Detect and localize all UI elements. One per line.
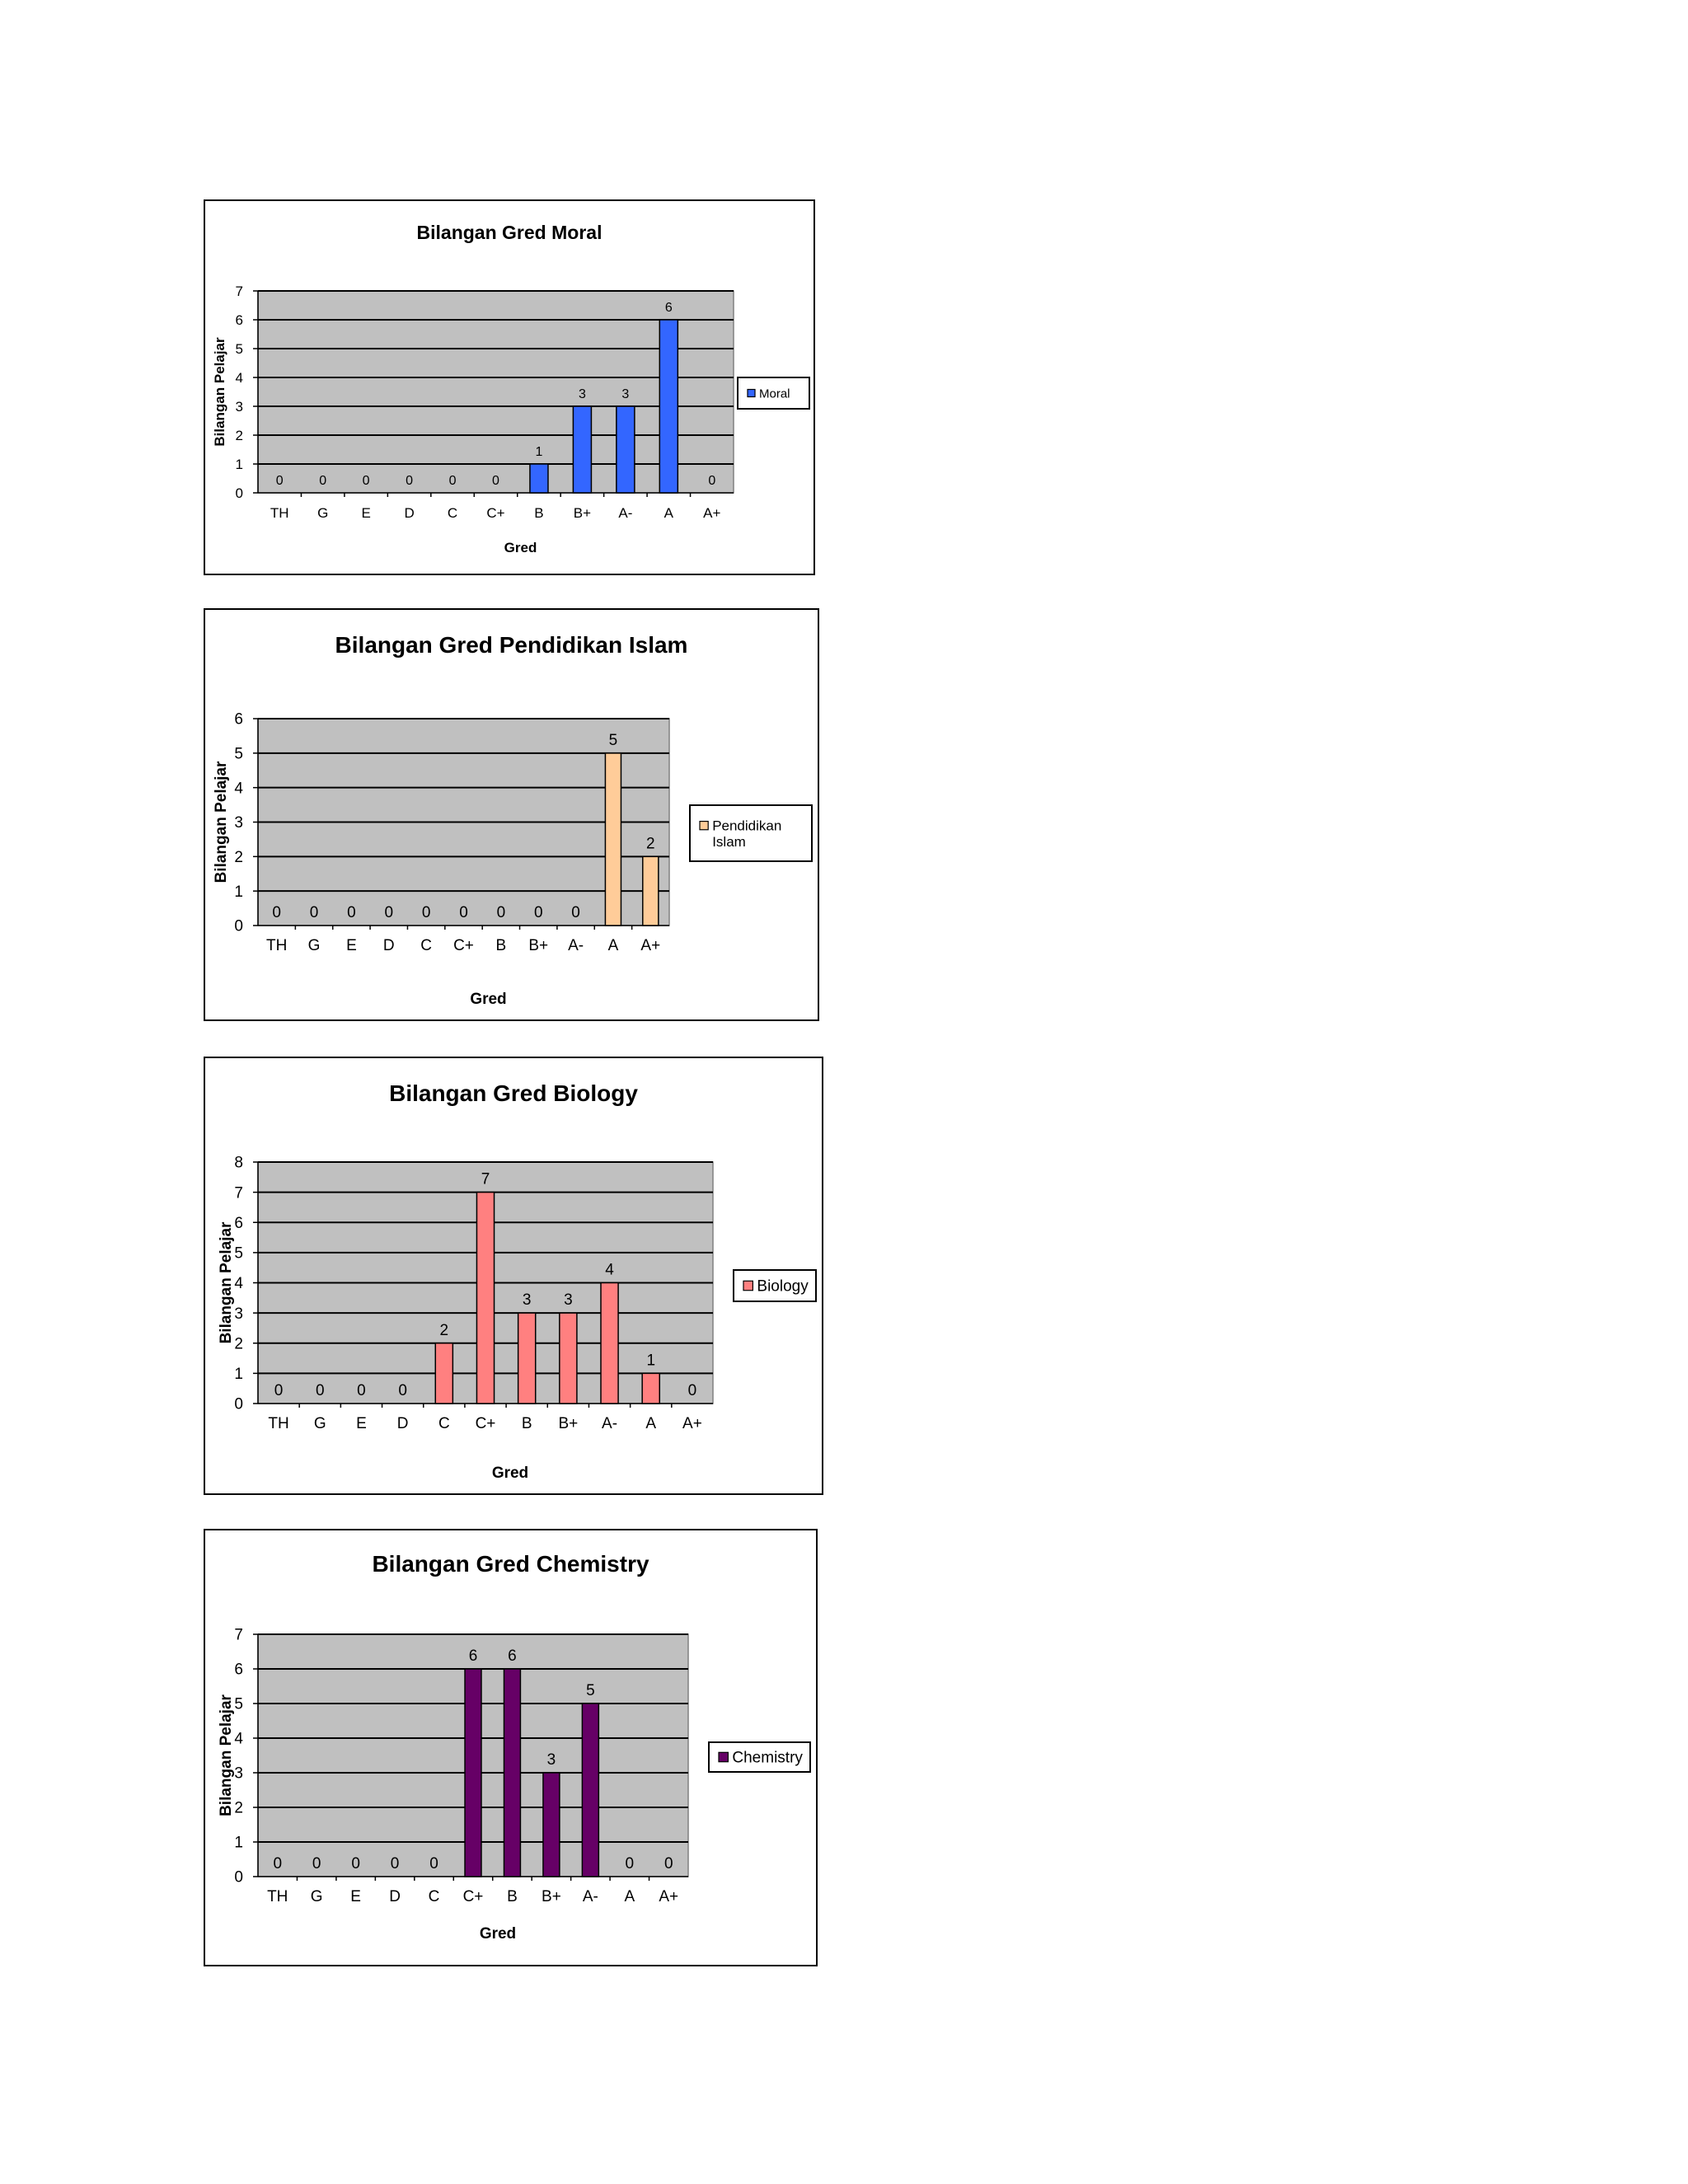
data-label: 0 [533,904,543,921]
data-label: 4 [605,1261,614,1279]
x-axis-title: Gred [491,1465,529,1482]
y-tick-label: 7 [234,1184,243,1202]
legend [690,805,812,861]
chart-title: Bilangan Gred Pendidikan Islam [335,632,688,658]
bar-b-minusplus [573,406,591,493]
x-tick-label: C+ [462,1888,484,1905]
bar-a [642,1373,659,1404]
chart-chemistry [204,1530,817,1966]
x-tick-label: TH [268,1415,289,1432]
data-label: 7 [481,1170,490,1188]
data-label: 0 [448,474,457,488]
data-label: 0 [398,1382,407,1399]
x-tick-label: C+ [453,937,474,954]
y-tick-label: 0 [234,1395,243,1413]
y-tick-label: 4 [235,369,243,386]
legend-label-line: Pendidikan [712,818,782,834]
y-tick-label: 8 [234,1154,243,1172]
data-label: 0 [406,474,414,488]
data-label: 1 [646,1352,656,1370]
y-axis-title: Bilangan Pelajar [213,761,230,883]
data-label: 0 [421,904,431,921]
data-label: 6 [664,301,673,315]
data-label: 2 [439,1321,449,1339]
y-axis-title: Bilangan Pelajar [218,1221,235,1344]
y-axis-title: Bilangan Pelajar [212,337,227,447]
y-tick-label: 1 [234,1834,243,1852]
data-label: 0 [362,474,370,488]
y-tick-label: 0 [235,485,243,501]
x-tick-label: B [521,1415,532,1432]
y-tick-label: 5 [235,340,243,357]
y-tick-label: 0 [234,917,243,935]
legend-label: Chemistry [732,1749,803,1767]
chart-title: Bilangan Gred Moral [416,222,603,243]
x-axis-title: Gred [504,540,537,555]
x-tick-label: B [495,937,507,954]
data-label: 0 [492,474,499,488]
data-label: 0 [459,904,468,921]
x-tick-label: B+ [542,1888,561,1905]
data-label: 0 [663,1855,673,1872]
chart-biology [204,1057,823,1494]
data-label: 1 [535,445,543,459]
y-tick-label: 7 [235,283,243,299]
bar-a [659,320,678,493]
bar-a [605,753,621,926]
legend-swatch [748,390,755,397]
data-label: 5 [608,731,618,749]
legend [738,377,809,409]
chart-title: Bilangan Gred Biology [389,1080,638,1106]
bar-a-minus [617,406,635,493]
data-label: 3 [546,1751,556,1769]
y-tick-label: 5 [234,745,243,763]
data-label: 2 [646,835,655,853]
data-label: 0 [347,904,356,921]
x-tick-label: D [404,505,415,521]
legend [709,1742,810,1772]
x-tick-label: B [534,505,544,521]
y-tick-label: 3 [234,814,243,832]
data-label: 0 [312,1855,321,1872]
legend [734,1270,816,1301]
x-tick-label: TH [267,1888,288,1905]
x-tick-label: E [356,1415,367,1432]
bar-b [518,1313,536,1404]
x-tick-label: D [389,1888,401,1905]
y-tick-label: 6 [234,1661,243,1679]
x-tick-label: A- [582,1888,598,1905]
data-label: 3 [522,1291,532,1310]
x-tick-label: A [663,505,673,521]
x-tick-label: TH [266,937,288,954]
data-label: 0 [275,474,284,488]
y-tick-label: 6 [234,710,243,729]
legend-swatch [719,1752,728,1761]
y-tick-label: 2 [234,1335,243,1353]
y-tick-label: 5 [234,1695,243,1713]
legend-label: Moral [759,387,790,401]
bar-a-minus [601,1283,618,1404]
x-tick-label: G [307,937,321,954]
y-tick-label: 6 [235,312,243,328]
x-tick-label: A+ [640,937,661,954]
x-tick-label: A+ [703,505,721,521]
data-label: 0 [571,904,580,921]
data-label: 0 [319,474,327,488]
y-tick-label: 2 [234,1799,243,1817]
data-label: 0 [687,1382,697,1399]
legend-label-line: Islam [712,834,746,851]
data-label: 3 [578,387,586,401]
x-tick-label: C [428,1888,440,1905]
x-tick-label: E [361,505,371,521]
data-label: 3 [564,1291,573,1310]
data-label: 0 [272,904,281,921]
x-tick-label: B+ [558,1415,579,1432]
bar-b [530,464,548,493]
x-tick-label: C+ [475,1415,496,1432]
data-label: 0 [384,904,394,921]
y-tick-label: 7 [234,1626,243,1644]
x-tick-label: A [645,1415,657,1432]
x-tick-label: A- [602,1415,618,1432]
data-label: 0 [625,1855,635,1872]
x-tick-label: B+ [528,937,549,954]
y-tick-label: 1 [234,1366,243,1384]
bar-c-minusplus [465,1669,481,1877]
x-tick-label: A- [568,937,584,954]
x-tick-label: A [607,937,619,954]
chart-moral [204,200,814,574]
y-tick-label: 4 [234,1730,243,1748]
x-axis-title: Gred [479,1925,517,1943]
x-tick-label: B [507,1888,518,1905]
x-tick-label: C [447,505,458,521]
data-label: 5 [586,1682,595,1699]
data-label: 3 [621,387,630,401]
x-tick-label: A- [618,505,633,521]
y-tick-label: 5 [234,1244,243,1263]
y-tick-label: 3 [234,1765,243,1783]
x-tick-label: C [420,937,433,954]
legend-swatch [700,822,708,830]
x-tick-label: G [310,1888,323,1905]
y-tick-label: 0 [234,1868,243,1886]
y-tick-label: 6 [234,1214,243,1232]
x-tick-label: A+ [682,1415,702,1432]
y-axis-title: Bilangan Pelajar [218,1694,235,1816]
data-label: 0 [351,1855,360,1872]
x-tick-label: B+ [573,505,592,521]
data-label: 6 [508,1647,517,1665]
data-label: 0 [309,904,319,921]
y-tick-label: 4 [234,780,243,798]
data-label: 0 [357,1382,366,1399]
x-tick-label: G [317,505,329,521]
y-tick-label: 1 [234,883,243,901]
x-axis-title: Gred [470,991,507,1008]
y-tick-label: 4 [234,1275,243,1293]
x-tick-label: E [346,937,357,954]
data-label: 0 [273,1855,283,1872]
data-label: 0 [708,474,716,488]
data-label: 0 [315,1382,325,1399]
bar-c-minusplus [476,1193,494,1404]
x-tick-label: A+ [659,1888,679,1905]
y-tick-label: 2 [234,848,243,866]
y-tick-label: 3 [234,1305,243,1323]
x-tick-label: D [382,937,395,954]
data-label: 6 [468,1647,478,1665]
data-label: 0 [429,1855,438,1872]
x-tick-label: G [313,1415,326,1432]
data-label: 0 [390,1855,400,1872]
bar-a-minus [582,1704,598,1877]
x-tick-label: A [624,1888,635,1905]
legend-label: Biology [757,1277,809,1296]
bar-b-minusplus [560,1313,577,1404]
bar-c [435,1343,452,1404]
x-tick-label: E [350,1888,361,1905]
data-label: 0 [274,1382,284,1399]
bar-b-minusplus [543,1773,560,1877]
y-tick-label: 3 [235,398,243,415]
bar-b [504,1669,520,1877]
x-tick-label: D [396,1415,409,1432]
bar-a-minusplus [643,856,659,926]
y-tick-label: 1 [235,456,243,472]
chart-pendidikan-islam [204,609,818,1020]
x-tick-label: C [438,1415,450,1432]
legend-swatch [743,1281,753,1290]
chart-title: Bilangan Gred Chemistry [372,1551,649,1577]
y-tick-label: 2 [235,427,243,443]
data-label: 0 [496,904,506,921]
x-tick-label: C+ [486,505,505,521]
x-tick-label: TH [270,505,289,521]
